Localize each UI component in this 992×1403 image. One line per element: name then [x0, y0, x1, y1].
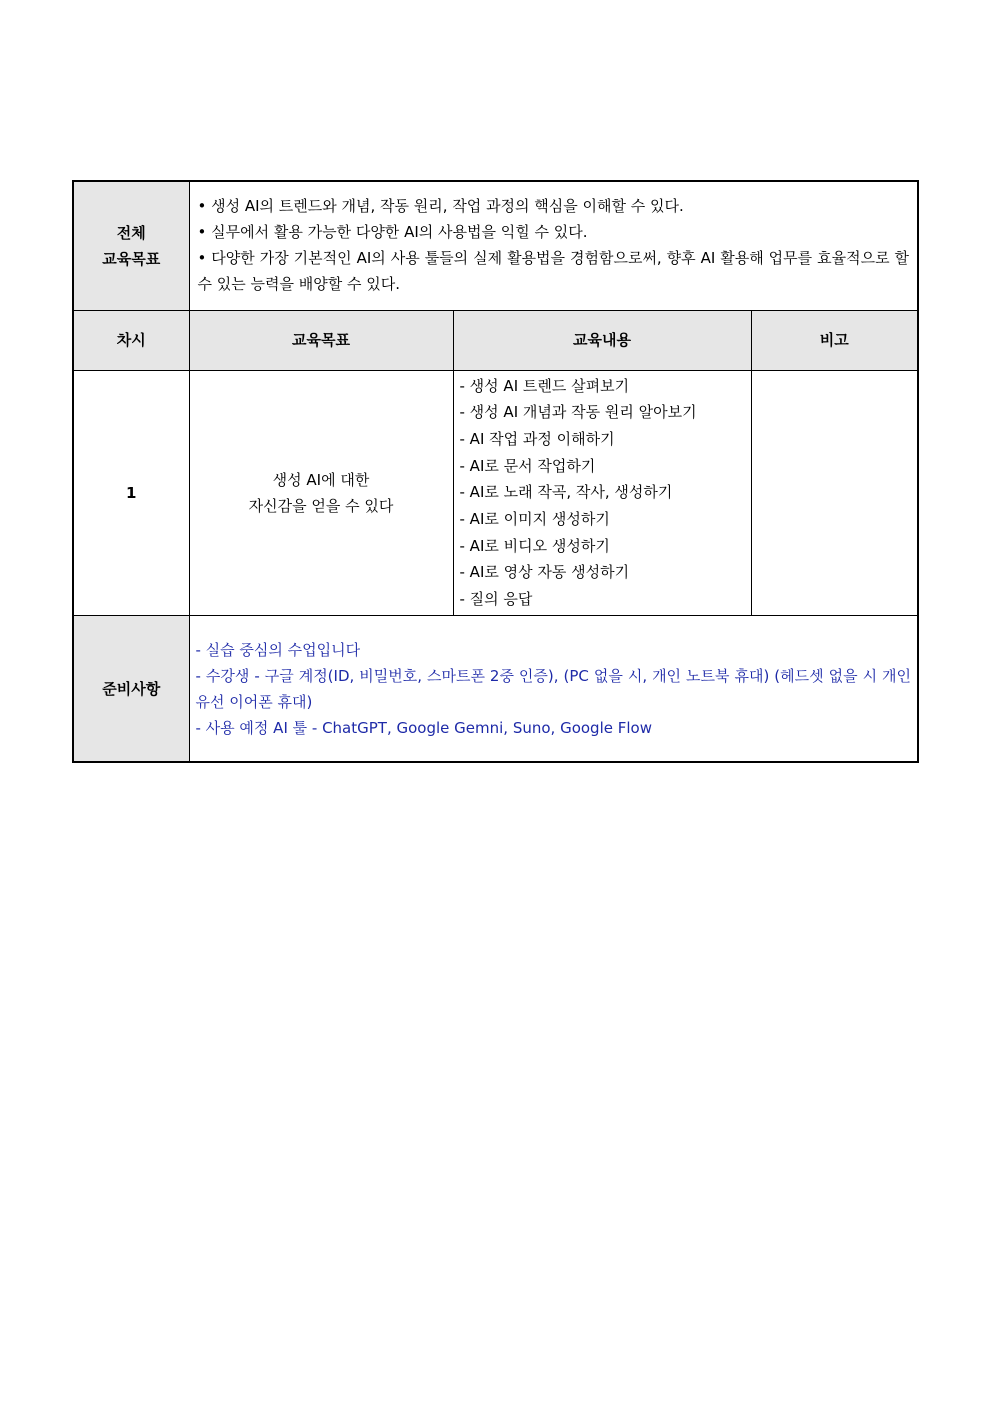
preparation-content [189, 615, 918, 762]
overall-goals-content [189, 181, 918, 310]
preparation-header: 준비사항 [73, 615, 189, 762]
content-item: - AI로 이미지 생성하기 [459, 510, 610, 529]
content-item: - AI로 문서 작업하기 [459, 456, 596, 475]
session-goal-line2: 자신감을 얻을 수 있다 [248, 496, 394, 515]
content-item: - AI로 영상 자동 생성하기 [459, 563, 630, 582]
curriculum-table [72, 180, 919, 763]
session-number: 1 [73, 370, 189, 615]
preparation-row [73, 615, 918, 762]
content-item: - AI로 노래 작곡, 작사, 생성하기 [459, 483, 673, 502]
content-item: - 질의 응답 [459, 590, 533, 609]
overall-goals-header-line1: 전체 [116, 223, 146, 242]
column-header-session: 차시 [73, 310, 189, 370]
session-row [73, 370, 918, 615]
content-item: - AI 작업 과정 이해하기 [459, 429, 615, 448]
overall-goals-header-line2: 교육목표 [102, 249, 161, 268]
overall-goals-header [73, 181, 189, 310]
content-item: - 생성 AI 트렌드 살펴보기 [459, 376, 630, 395]
column-header-note: 비고 [751, 310, 918, 370]
overall-goal-item: • 생성 AI의 트렌드와 개념, 작동 원리, 작업 과정의 핵심을 이해할 수 있다. [197, 196, 684, 215]
preparation-item: - 사용 예정 AI 툴 - ChatGPT, Google Gemni, Suno, Google Flow [195, 718, 652, 737]
session-note [751, 370, 918, 615]
preparation-item: - 수강생 - 구글 계정(ID, 비밀번호, 스마트폰 2중 인증), (PC 없을 시, 개인 노트북 휴대) (헤드셋 없을 시 개인 유선 이어폰 휴대) [195, 666, 912, 711]
content-item: - 생성 AI 개념과 작동 원리 알아보기 [459, 403, 697, 422]
column-header-content: 교육내용 [453, 310, 751, 370]
session-contents [453, 370, 751, 615]
overall-goal-item: • 다양한 가장 기본적인 AI의 사용 툴들의 실제 활용법을 경험함으로써, 향후 AI 활용해 업무를 효율적으로 할 수 있는 능력을 배양할 수 있다. [197, 248, 910, 293]
column-header-goal: 교육목표 [189, 310, 453, 370]
overall-goal-item: • 실무에서 활용 가능한 다양한 AI의 사용법을 익힐 수 있다. [197, 222, 588, 241]
column-header-row [73, 310, 918, 370]
overall-goals-row [73, 181, 918, 310]
session-goal-line1: 생성 AI에 대한 [272, 470, 370, 489]
content-item: - AI로 비디오 생성하기 [459, 536, 610, 555]
preparation-item: - 실습 중심의 수업입니다 [195, 640, 361, 659]
session-goal [189, 370, 453, 615]
